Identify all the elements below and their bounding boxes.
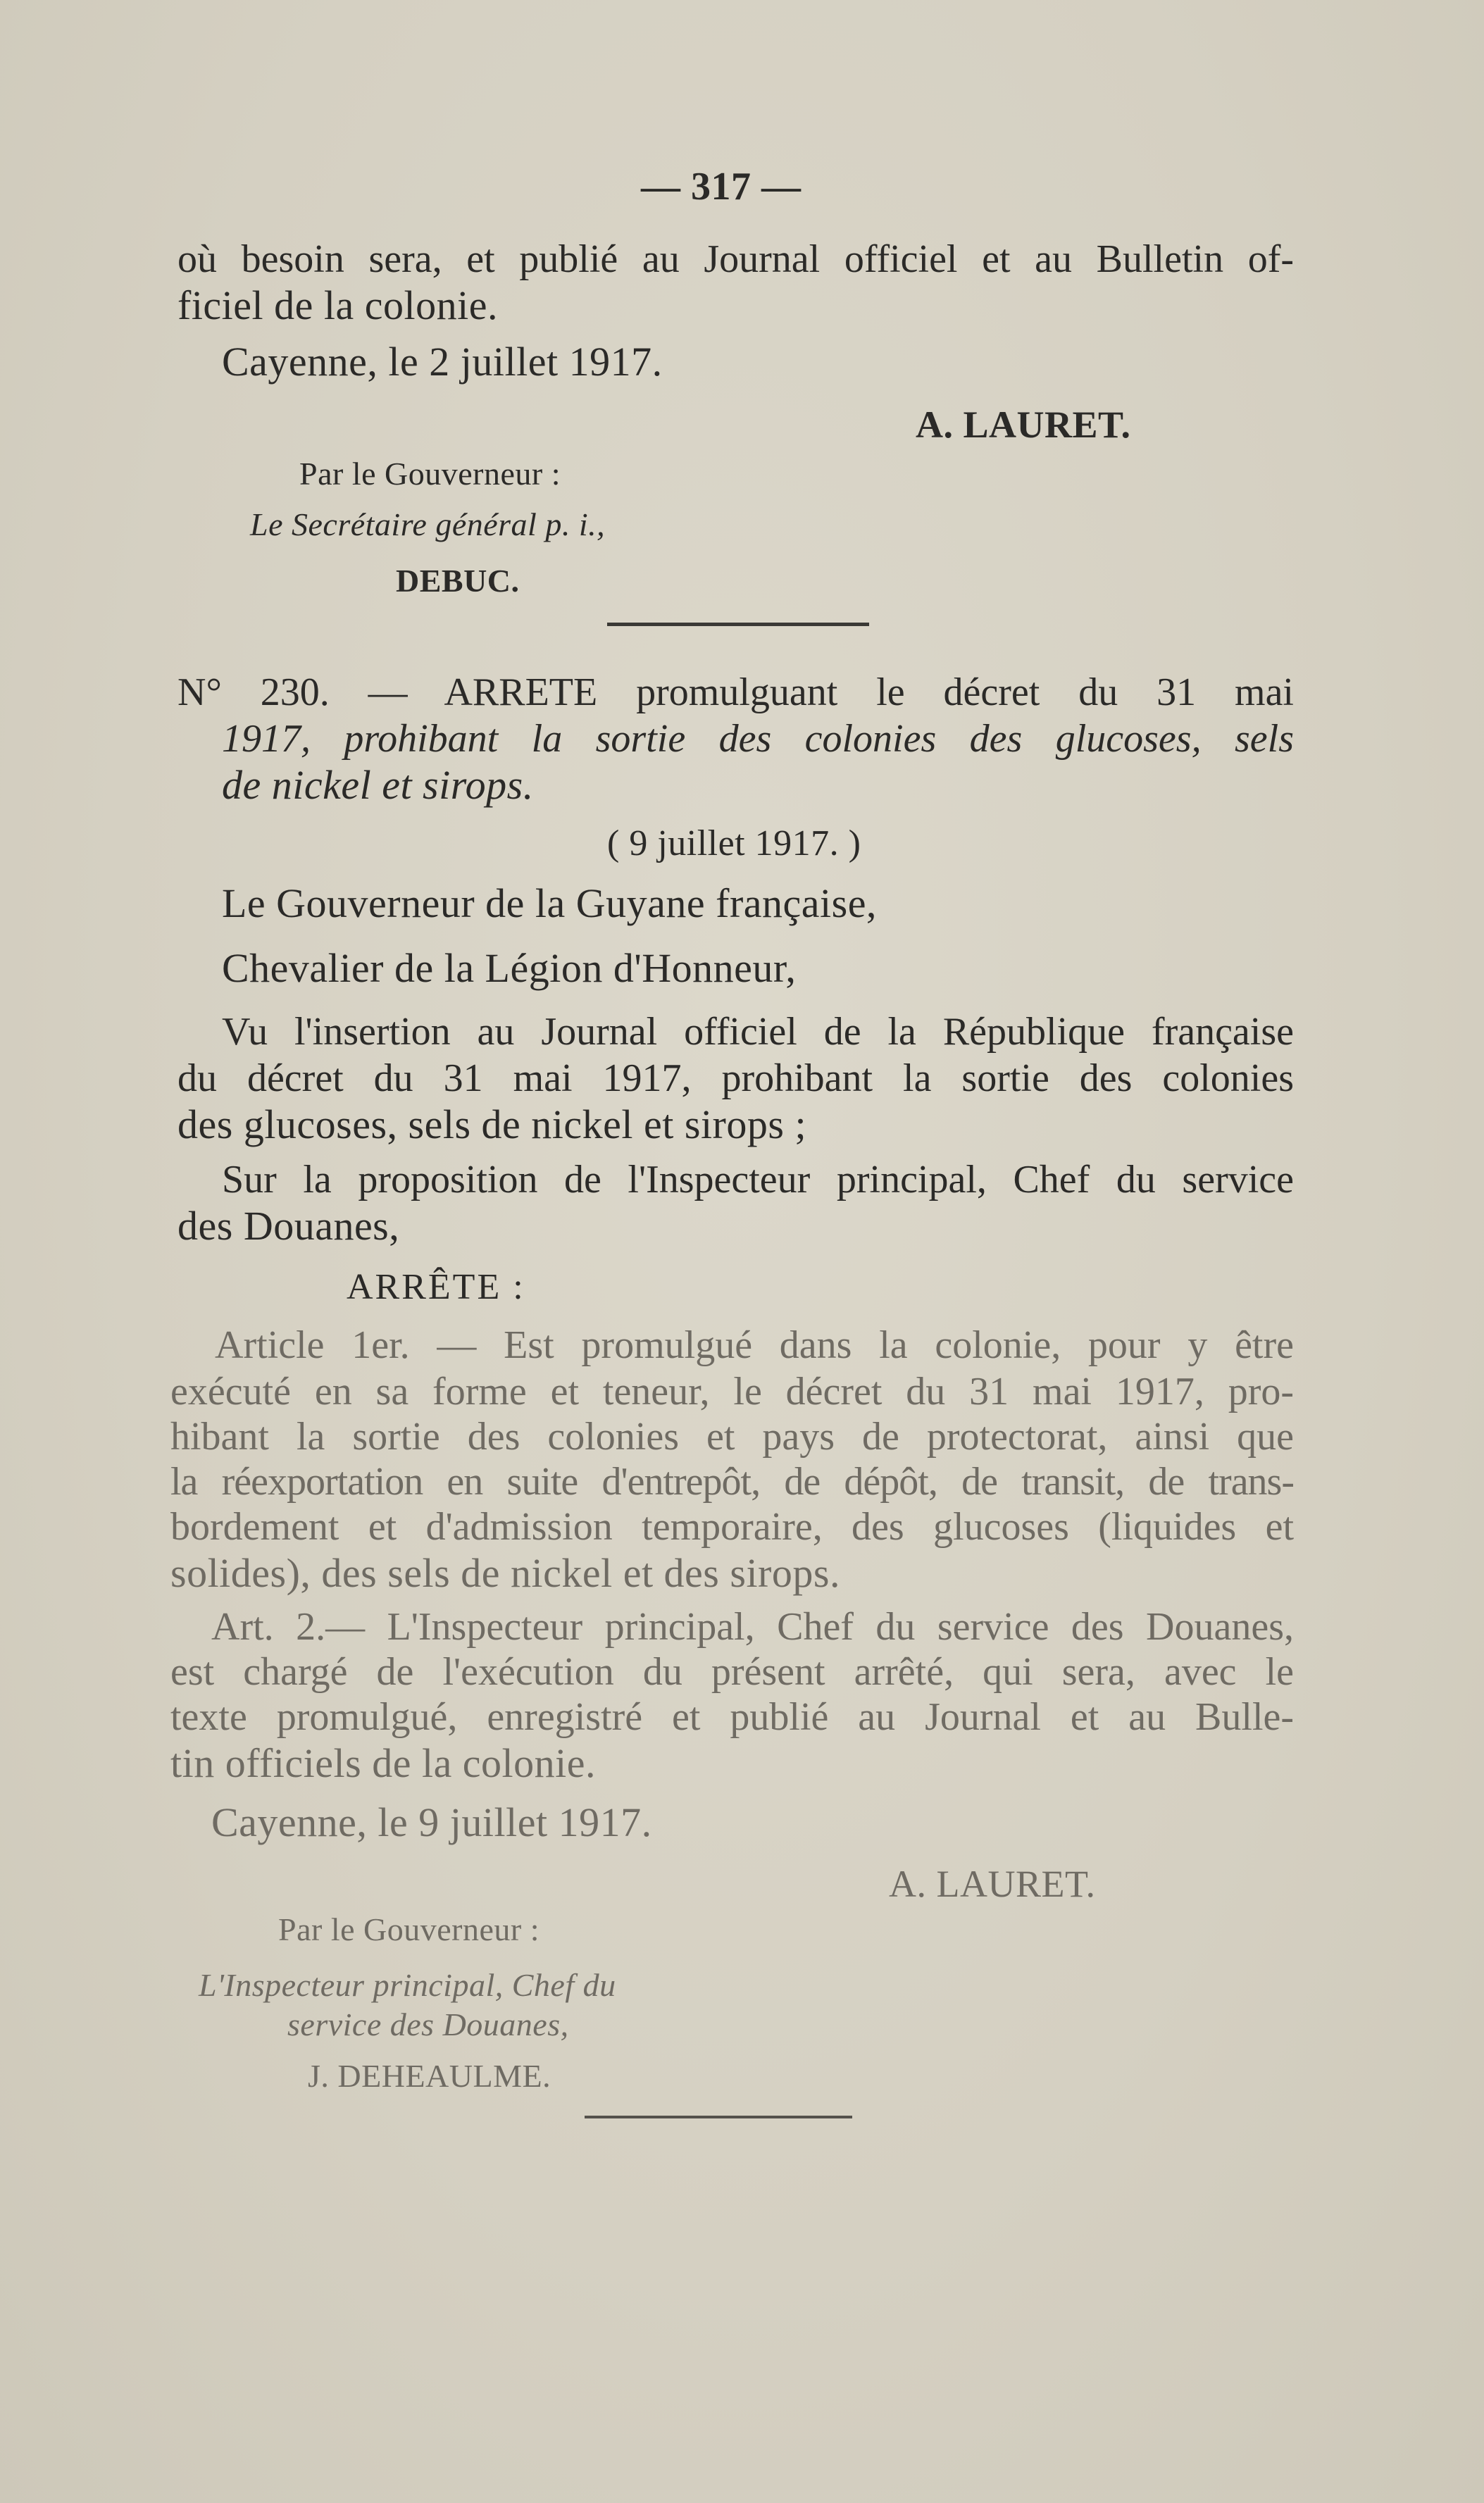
text-line: des Douanes, bbox=[177, 1203, 400, 1249]
signatory-intro: Par le Gouverneur : bbox=[278, 1911, 540, 1947]
signature: A. LAURET. bbox=[916, 404, 1131, 446]
article-line: texte promulgué, enregistré et publié au Journal et au Bulle- bbox=[170, 1695, 1294, 1739]
text-line: où besoin sera, et publié au Journal officiel et au Bulletin of- bbox=[177, 237, 1294, 281]
text-line: Chevalier de la Légion d'Honneur, bbox=[222, 945, 797, 991]
article-line: Art. 2.— L'Inspecteur principal, Chef du service des Douanes, bbox=[211, 1605, 1294, 1649]
text-line: Le Gouverneur de la Guyane française, bbox=[222, 880, 877, 926]
page-number: — 317 — bbox=[641, 165, 802, 208]
signatory-name: J. DEHEAULME. bbox=[308, 2058, 551, 2094]
article-line: hibant la sortie des colonies et pays de protectorat, ainsi que bbox=[170, 1415, 1294, 1459]
article-line: Article 1er. — Est promulgué dans la colonie, pour y être bbox=[215, 1323, 1294, 1367]
signatory-role: Le Secrétaire général p. i., bbox=[250, 506, 606, 542]
signatory-role: L'Inspecteur principal, Chef du bbox=[199, 1967, 616, 2003]
arrete-heading: 1917, prohibant la sortie des colonies des glucoses, sels bbox=[222, 717, 1294, 761]
signature: A. LAURET. bbox=[889, 1863, 1096, 1905]
article-line: est chargé de l'exécution du présent arrêté, qui sera, avec le bbox=[170, 1650, 1294, 1694]
arrete-label: ARRÊTE : bbox=[347, 1267, 525, 1307]
text-line: ficiel de la colonie. bbox=[177, 282, 498, 328]
signatory-name: DEBUC. bbox=[396, 563, 520, 599]
arrete-heading bbox=[177, 669, 1294, 716]
text-line: du décret du 31 mai 1917, prohibant la sortie des colonies bbox=[177, 1056, 1294, 1100]
dateline: Cayenne, le 2 juillet 1917. bbox=[222, 339, 663, 385]
article-line: tin officiels de la colonie. bbox=[170, 1740, 597, 1786]
article-line: solides), des sels de nickel et des sirops. bbox=[170, 1550, 840, 1596]
separator-rule bbox=[607, 623, 869, 626]
signatory-role: service des Douanes, bbox=[287, 2006, 569, 2042]
text-line: Vu l'insertion au Journal officiel de la République française bbox=[222, 1010, 1294, 1054]
signatory-intro: Par le Gouverneur : bbox=[299, 456, 561, 492]
text-line: des glucoses, sels de nickel et sirops ; bbox=[177, 1101, 807, 1147]
arrete-heading-line-1: N° 230. — ARRETE promulguant le décret du 31 mai bbox=[177, 670, 1294, 714]
arrete-date: ( 9 juillet 1917. ) bbox=[607, 823, 861, 863]
separator-rule bbox=[585, 2116, 852, 2118]
dateline: Cayenne, le 9 juillet 1917. bbox=[211, 1799, 652, 1845]
text-line: Sur la proposition de l'Inspecteur principal, Chef du service bbox=[222, 1158, 1294, 1201]
article-line: exécuté en sa forme et teneur, le décret du 31 mai 1917, pro- bbox=[170, 1370, 1294, 1413]
arrete-heading: de nickel et sirops. bbox=[222, 762, 534, 808]
article-line: bordement et d'admission temporaire, des glucoses (liquides et bbox=[170, 1505, 1294, 1549]
article-line: la réexportation en suite d'entrepôt, de dépôt, de transit, de trans- bbox=[170, 1460, 1294, 1504]
